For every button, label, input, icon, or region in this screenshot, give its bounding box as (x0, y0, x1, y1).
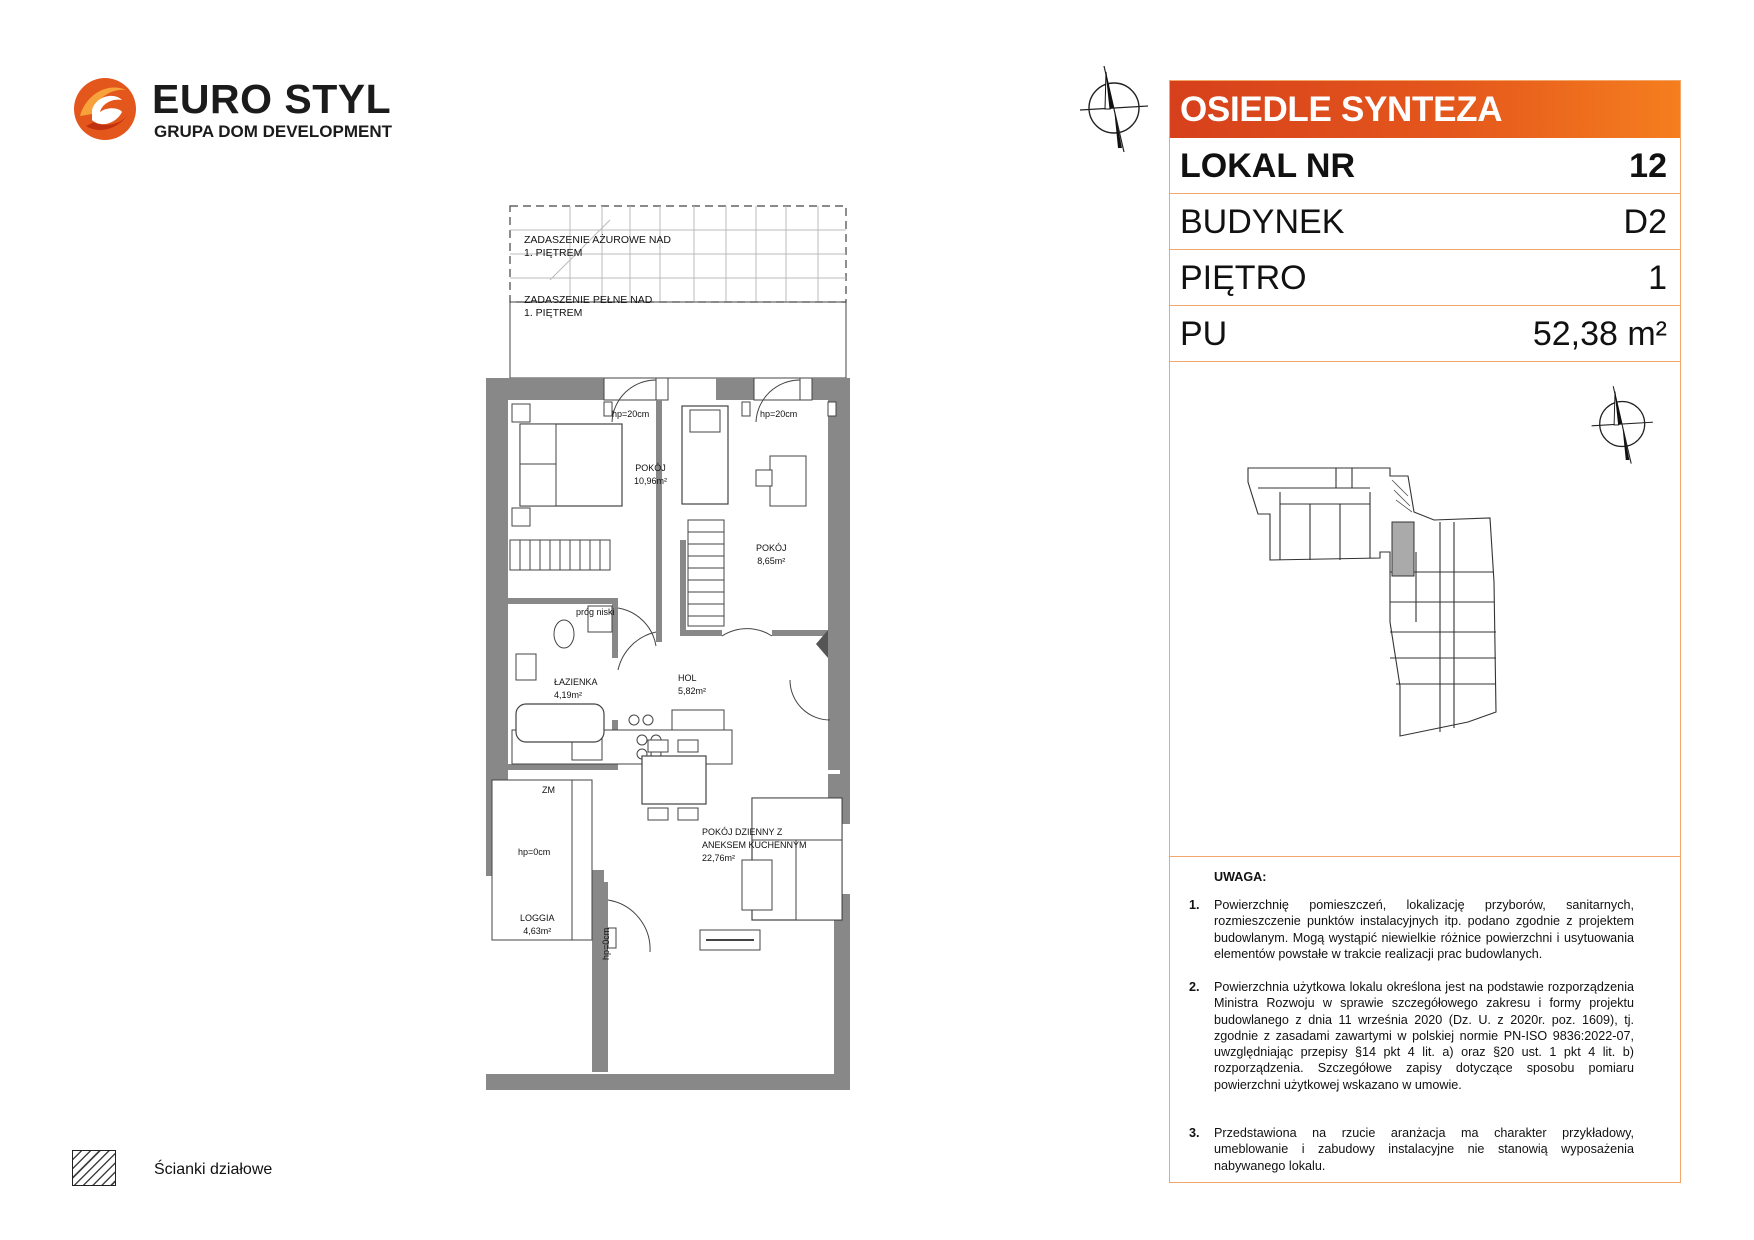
note-text: Powierzchnię pomieszczeń, lokalizację przyborów, sanitarnych, rozmieszczenie punktów instalacyjnych itp. podano zgodnie z projektem budowlanym. Mogą wystąpić niewielkie różnice powierzchni i usytuowania elementów powstałe w trakcie realizacji prac budowlanych. (1214, 898, 1634, 961)
note-text: Przedstawiona na rzucie aranżacja ma charakter przykładowy, umeblowanie i zabudowy instalacyjne nie stanowią wyposażenia nabywanego lokalu. (1214, 1126, 1634, 1173)
note-number: 1. (1189, 898, 1200, 912)
info-value: 1 (1648, 259, 1667, 297)
info-value: 12 (1629, 147, 1667, 185)
info-row-unit-number (1170, 138, 1680, 194)
door-height-label-1: hp=0cm (518, 847, 551, 857)
window-height-label-1: hp=20cm (612, 409, 650, 419)
notes-title: UWAGA: (1214, 870, 1267, 884)
roof-full-label: ZADASZENIE PEŁNE NAD 1. PIĘTREM (524, 294, 653, 319)
door-height-label-2: hp=0cm (601, 927, 611, 960)
note-item (1189, 979, 1634, 1093)
info-value: D2 (1623, 203, 1667, 241)
info-label: BUDYNEK (1180, 203, 1345, 241)
roof-azure-label: ZADASZENIE AŻUROWE NAD 1. PIĘTREM (524, 234, 672, 259)
north-arrow-icon (1076, 62, 1156, 154)
brand-subtitle: GRUPA DOM DEVELOPMENT (154, 122, 393, 141)
info-label: PIĘTRO (1180, 259, 1307, 297)
building-outline-drawing (1240, 462, 1540, 782)
brand-name: EURO STYL (152, 76, 392, 122)
north-arrow-icon (1588, 382, 1660, 466)
partition-wall-legend-swatch (72, 1150, 116, 1186)
brand-logo (72, 72, 392, 152)
euro-styl-logo-icon (72, 76, 138, 142)
water-meter-label: ZM (542, 785, 555, 795)
info-row-building (1170, 194, 1680, 250)
note-number: 2. (1189, 980, 1200, 994)
info-label: LOKAL NR (1180, 147, 1356, 185)
info-value: 52,38 m² (1532, 315, 1667, 353)
info-row-floor (1170, 250, 1680, 306)
threshold-label: próg niski (576, 607, 615, 617)
room-label-living: POKÓJ DZIENNY Z ANEKSEM KUCHENNYM 22,76m² (702, 827, 807, 863)
room-label-bedroom-1: POKÓJ 10,96m² (634, 463, 668, 486)
note-text: Powierzchnia użytkowa lokalu określona jest na podstawie rozporządzenia Ministra Rozwoju w sprawie szczegółowego zakresu i formy projektu budowlanego z dnia 11 września 2020 (Dz. U. z 2020r. poz. 1609), tj. zgodnie z zasadami zawartymi w polskiej normie PN-ISO 9836:2022-07, uwzględniając przepisy §14 pkt 4 lit. a) oraz §20 ust. 1 pkt 4 lit. b) rozporządzenia. Szczegółowe zapisy dotyczące sposobu pomiaru powierzchni użytkowej wskazano w umowie. (1214, 980, 1634, 1092)
info-row-area (1170, 306, 1680, 362)
room-label-bedroom-2: POKÓJ 8,65m² (756, 543, 787, 566)
info-label: PU (1180, 315, 1228, 353)
window-height-label-2: hp=20cm (760, 409, 798, 419)
building-key-plan (1170, 362, 1680, 857)
room-label-hall: HOL 5,82m² (678, 673, 707, 696)
partition-wall-legend-label: Ścianki działowe (154, 1161, 273, 1178)
floor-plan-drawing (480, 200, 860, 1090)
note-item (1189, 1125, 1634, 1174)
apartment-info-panel (1169, 80, 1681, 1183)
room-label-loggia: LOGGIA 4,63m² (520, 913, 555, 936)
room-label-bathroom: ŁAZIENKA 4,19m² (554, 677, 598, 700)
note-item (1189, 897, 1634, 962)
note-number: 3. (1189, 1126, 1200, 1140)
estate-title: OSIEDLE SYNTEZA (1170, 81, 1680, 138)
floor-plan (480, 200, 860, 1090)
